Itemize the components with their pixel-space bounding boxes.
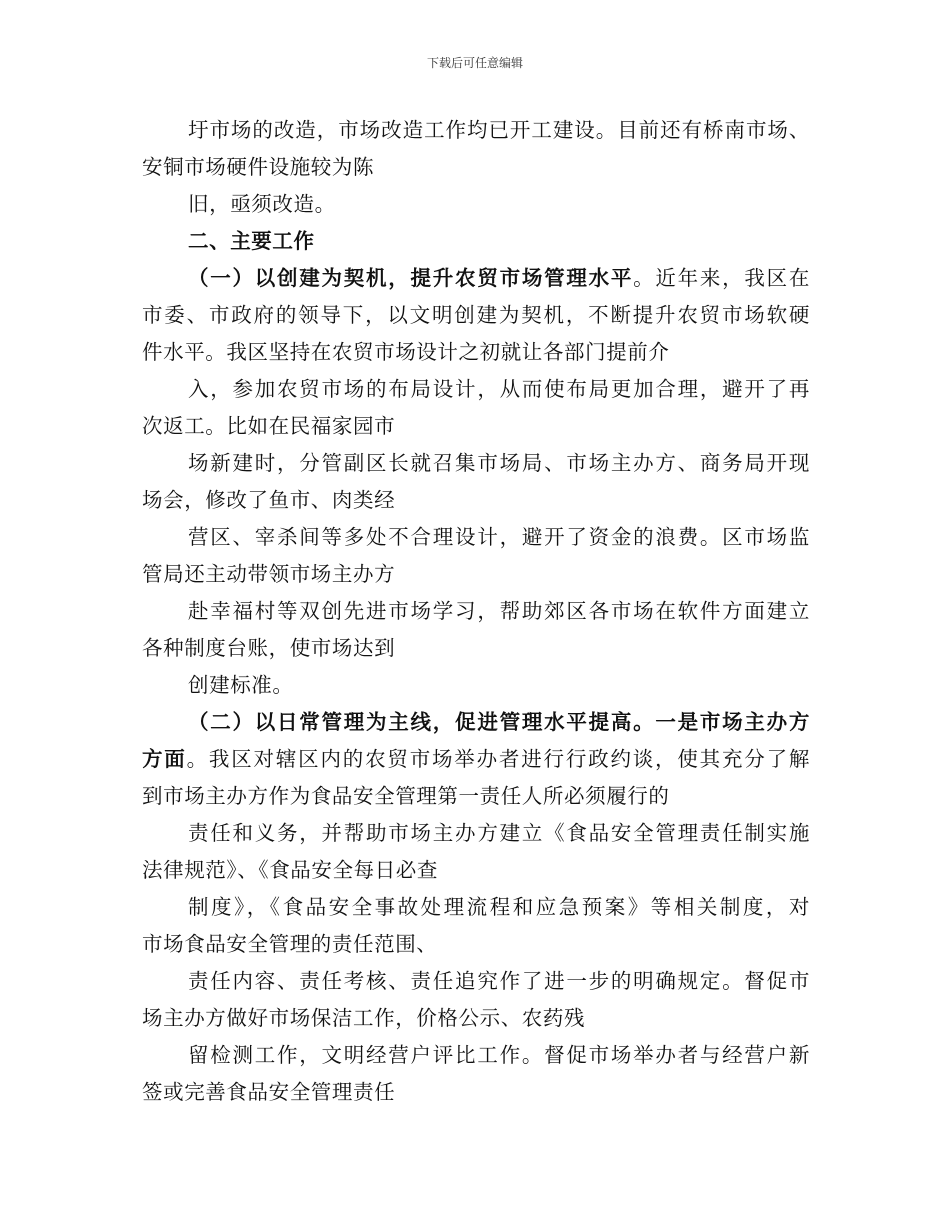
text-run: 法律规范》、《食品安全每日必查 (142, 858, 438, 882)
text-line (142, 630, 810, 667)
bold-run: 二、主要工作 (188, 229, 315, 253)
text-line (142, 519, 810, 556)
text-run: 。我区对辖区内的农贸市场举办者进行行政约谈，使其充分了解 (186, 747, 810, 771)
text-run: 赴幸福村等双创先进市场学习，帮助郊区各市场在软件方面建立 (188, 599, 810, 623)
page-header: 下载后可任意编辑 (426, 56, 523, 70)
text-line (142, 1074, 810, 1111)
text-line (142, 889, 810, 926)
text-line (142, 926, 810, 963)
text-run: 签或完善食品安全管理责任 (142, 1080, 396, 1104)
text-line (142, 482, 810, 519)
text-run: 次返工。比如在民福家园市 (142, 414, 396, 438)
text-line (142, 408, 810, 445)
text-run: 场会，修改了鱼市、肉类经 (142, 488, 396, 512)
text-line (142, 112, 810, 149)
text-run: 营区、宰杀间等多处不合理设计，避开了资金的浪费。区市场监 (188, 525, 810, 549)
text-line (142, 445, 810, 482)
text-line (142, 741, 810, 778)
text-line (142, 1000, 810, 1037)
bold-run: 方面 (142, 747, 187, 771)
bold-run: （二）以日常管理为主线，促进管理水平提高。一是市场主办方 (188, 710, 810, 734)
text-line (142, 815, 810, 852)
text-line (142, 593, 810, 630)
text-run: 安铜市场硬件设施较为陈 (142, 155, 375, 179)
text-run: 场主办方做好市场保洁工作，价格公示、农药残 (142, 1006, 586, 1030)
text-run: 留检测工作，文明经营户评比工作。督促市场举办者与经营户新 (188, 1043, 810, 1067)
text-line (142, 556, 810, 593)
text-line (142, 852, 810, 889)
bold-run: （一）以创建为契机，提升农贸市场管理水平 (188, 266, 634, 290)
text-line (142, 667, 810, 704)
text-line (142, 149, 810, 186)
text-line (142, 223, 810, 260)
text-run: 管局还主动带领市场主办方 (142, 562, 396, 586)
document-body (142, 112, 810, 1111)
text-run: 场新建时，分管副区长就召集市场局、市场主办方、商务局开现 (188, 451, 810, 475)
text-run: 。近年来，我区在 (633, 266, 810, 290)
text-line (142, 186, 810, 223)
text-run: 旧，亟须改造。 (188, 192, 336, 216)
text-run: 入，参加农贸市场的布局设计，从而使布局更加合理，避开了再 (188, 377, 810, 401)
text-run: 市场食品安全管理的责任范围、 (142, 932, 438, 956)
text-line (142, 371, 810, 408)
text-line (142, 334, 810, 371)
text-run: 圩市场的改造，市场改造工作均已开工建设。目前还有桥南市场、 (188, 118, 810, 142)
text-run: 件水平。我区坚持在农贸市场设计之初就让各部门提前介 (142, 340, 670, 364)
text-line (142, 260, 810, 297)
text-line (142, 297, 810, 334)
text-run: 责任和义务，并帮助市场主办方建立《食品安全管理责任制实施 (188, 821, 810, 845)
text-run: 到市场主办方作为食品安全管理第一责任人所必须履行的 (142, 784, 670, 808)
text-line (142, 963, 810, 1000)
text-line (142, 1037, 810, 1074)
text-run: 责任内容、责任考核、责任追究作了进一步的明确规定。督促市 (188, 969, 810, 993)
text-line (142, 704, 810, 741)
text-line (142, 778, 810, 815)
text-run: 创建标准。 (188, 673, 294, 697)
text-run: 市委、市政府的领导下，以文明创建为契机，不断提升农贸市场软硬 (142, 303, 810, 327)
text-run: 制度》，《食品安全事故处理流程和应急预案》等相关制度，对 (188, 895, 810, 919)
text-run: 各种制度台账，使市场达到 (142, 636, 396, 660)
